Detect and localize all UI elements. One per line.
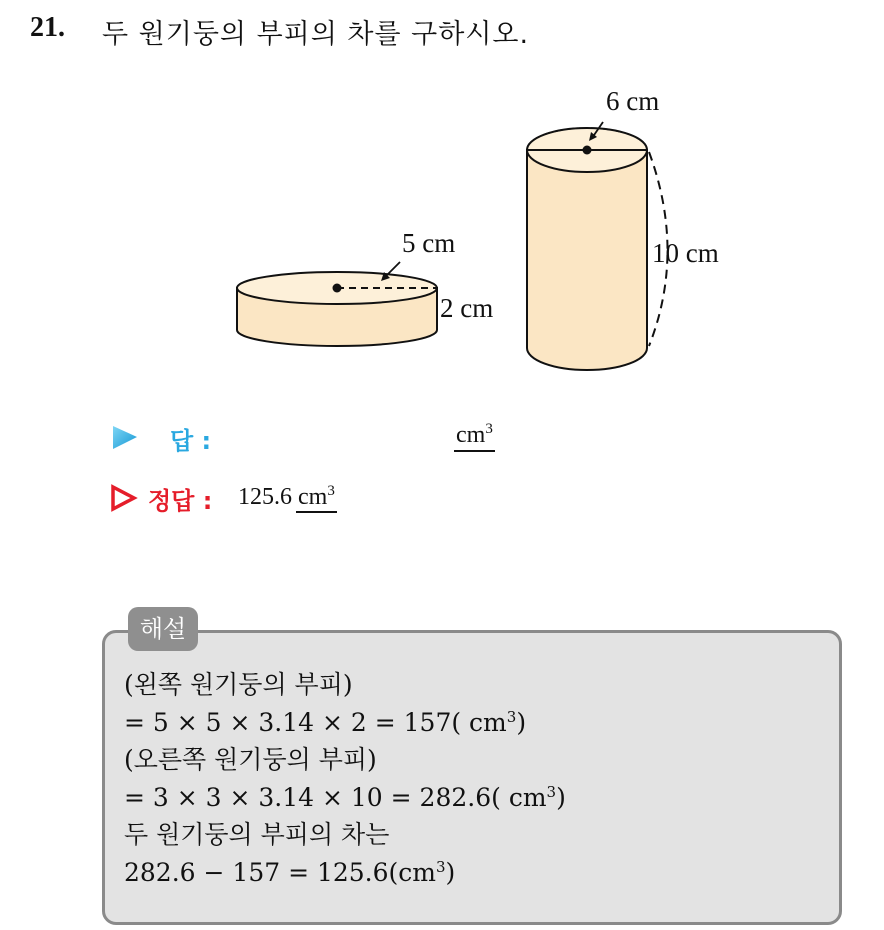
right-cylinder	[527, 122, 668, 370]
left-radius-label: 5 cm	[402, 228, 456, 258]
answer-arrow-icon	[112, 425, 138, 451]
right-height-label: 10 cm	[652, 238, 719, 268]
solution-line: = 3 × 3 × 3.14 × 10 = 282.6( $cm^3$)	[124, 782, 566, 812]
solution-lines	[124, 666, 566, 891]
right-diameter-label: 6 cm	[606, 86, 660, 116]
left-height-label: 2 cm	[440, 293, 494, 323]
correct-value: 125.6 $cm^3$	[238, 484, 337, 511]
solution-line: 두 원기둥의 부피의 차는	[124, 820, 390, 849]
question-number: 21.	[30, 12, 65, 43]
correct-arrow-icon	[110, 484, 138, 512]
answer-label: 답 :	[170, 427, 212, 455]
solution-line: $282.6 - 157 = 125.6(cm^3)$	[124, 857, 456, 887]
cylinders-figure	[0, 0, 884, 420]
left-cylinder	[237, 262, 437, 346]
correct-label: 정답 :	[148, 487, 213, 515]
solution-tag: 해설	[128, 607, 198, 651]
solution-line: (왼쪽 원기둥의 부피)	[124, 670, 353, 699]
solution-line: = 5 × 5 × 3.14 × 2 = 157( $cm^3$)	[124, 707, 527, 737]
question-text: 두 원기둥의 부피의 차를 구하시오.	[102, 19, 530, 50]
solution-line: (오른쪽 원기둥의 부피)	[124, 745, 377, 774]
answer-unit: $cm^3$	[454, 422, 495, 452]
